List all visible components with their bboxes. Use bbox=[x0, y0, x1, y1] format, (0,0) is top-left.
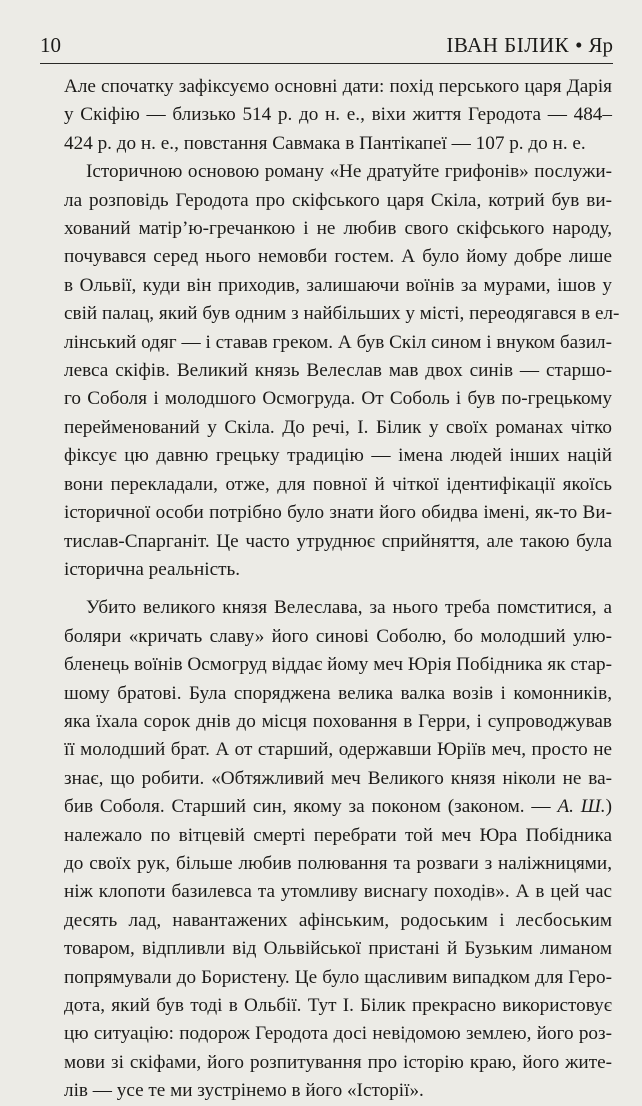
book-title: Яр bbox=[588, 33, 613, 57]
text-fragment: бив Соболя. Старший син, якому за поконом (законом. — bbox=[64, 796, 558, 818]
paragraph-2 bbox=[64, 158, 620, 584]
paragraph-3 bbox=[64, 594, 612, 1105]
text-line: товаром, відпливли від Ольвійської пристані й Бузьким лиманом bbox=[64, 938, 612, 960]
text-line: її молодший брат. А от старший, одержавши Юріїв меч, просто не bbox=[64, 739, 612, 761]
text-fragment: ) bbox=[605, 796, 612, 818]
text-line: боляри «кричать славу» його синові Соболю, бо молодший улю- bbox=[64, 625, 612, 647]
header-bullet: • bbox=[575, 33, 583, 57]
body-text bbox=[64, 73, 620, 1106]
text-line: попрямували до Бористену. Це було щасливим випадком для Геро- bbox=[64, 966, 612, 988]
text-line: дота, який був тоді в Ольбії. Тут І. Білик прекрасно використовує bbox=[64, 995, 612, 1016]
text-line: ніж клопоти базилевса та утомливу виснагу походів». А в цей час bbox=[64, 881, 612, 903]
text-line: належало по вітцевій смерті перебрати той меч Юра Побідника bbox=[64, 824, 612, 846]
text-line: хований матір’ю-гречанкою і не любив свого скіфського народу, bbox=[64, 218, 612, 240]
text-line: історичної особи потрібно було знати його обидва імені, як-то Ви- bbox=[64, 502, 612, 524]
text-line: левса скіфів. Великий князь Велеслав мав двох синів — старшо- bbox=[64, 360, 612, 382]
text-line: яка їхала сорок днів до місця поховання в Герри, і супроводжував bbox=[64, 710, 612, 732]
author-initials-italic: А. Ш. bbox=[557, 796, 606, 818]
text-line: бленець воїнів Осмогруд віддає йому меч Юрія Побідника як стар- bbox=[64, 654, 612, 676]
header-rule bbox=[40, 63, 613, 64]
text-line: шому братові. Була споряджена велика валка возів і комонників, bbox=[64, 682, 612, 704]
text-line: тислав-Спарганіт. Це часто утруднює сприйняття, але такою була bbox=[64, 530, 612, 552]
text-line: 424 р. до н. е., повстання Савмака в Пантікапеї — 107 р. до н. е. bbox=[64, 132, 586, 154]
text-line: історична реальність. bbox=[64, 558, 241, 580]
text-line: десять лад, навантажених афінським, родоським і лесбоським bbox=[64, 909, 612, 931]
text-line: почувався серед нього немовби гостем. А було йому добре лише bbox=[64, 246, 612, 268]
text-line: цю ситуацію: подорож Геродота досі невідомою землею, його роз- bbox=[64, 1023, 612, 1045]
text-line: Історичною основою роману «Не дратуйте грифонів» послужи- bbox=[86, 161, 612, 183]
text-line: фіксує цю давню грецьку традицію — імена людей інших націй bbox=[64, 445, 612, 467]
text-line: Убито великого князя Велеслава, за нього треба помститися, а bbox=[86, 597, 612, 619]
text-line: мови зі скіфами, його розпитування про історію краю, його жите- bbox=[64, 1051, 612, 1073]
text-line: перейменований у Скіла. До речі, І. Білик у своїх романах чітко bbox=[64, 416, 612, 438]
text-line: в Ольвії, куди він приходив, залишаючи воїнів за мурами, ішов у bbox=[64, 274, 612, 296]
author-name: ІВАН БІЛИК bbox=[446, 33, 570, 57]
running-head bbox=[40, 28, 613, 62]
paragraph-1 bbox=[64, 73, 612, 158]
book-header bbox=[446, 28, 613, 62]
text-line: свій палац, який був одним з найбільших у місті, переодягався в ел- bbox=[64, 303, 620, 325]
text-line: Але спочатку зафіксуємо основні дати: похід перського царя Дарія bbox=[64, 76, 612, 97]
page-number: 10 bbox=[40, 33, 61, 57]
text-line: вони перекладали, отже, для повної й чіткої ідентифікації якоїсь bbox=[64, 473, 612, 495]
text-line: лінський одяг — і ставав греком. А був Скіл сином і внуком базил- bbox=[64, 331, 612, 353]
text-line: у Скіфію — близько 514 р. до н. е., віхи життя Геродота — 484– bbox=[64, 104, 612, 126]
text-line-with-italic bbox=[64, 793, 612, 821]
text-line: знає, що робити. «Обтяжливий меч Великого князя ніколи не ва- bbox=[64, 767, 612, 789]
text-line: го Соболя і молодшого Осмогруда. От Соболь і був по-грецькому bbox=[64, 388, 612, 410]
text-line: ла розповідь Геродота про скіфського царя Скіла, котрий був ви- bbox=[64, 189, 612, 211]
text-line: до своїх рук, більше любив полювання та розваги з наліжницями, bbox=[64, 852, 612, 874]
text-line: лів — усе те ми зустрінемо в його «Історії». bbox=[64, 1080, 424, 1102]
